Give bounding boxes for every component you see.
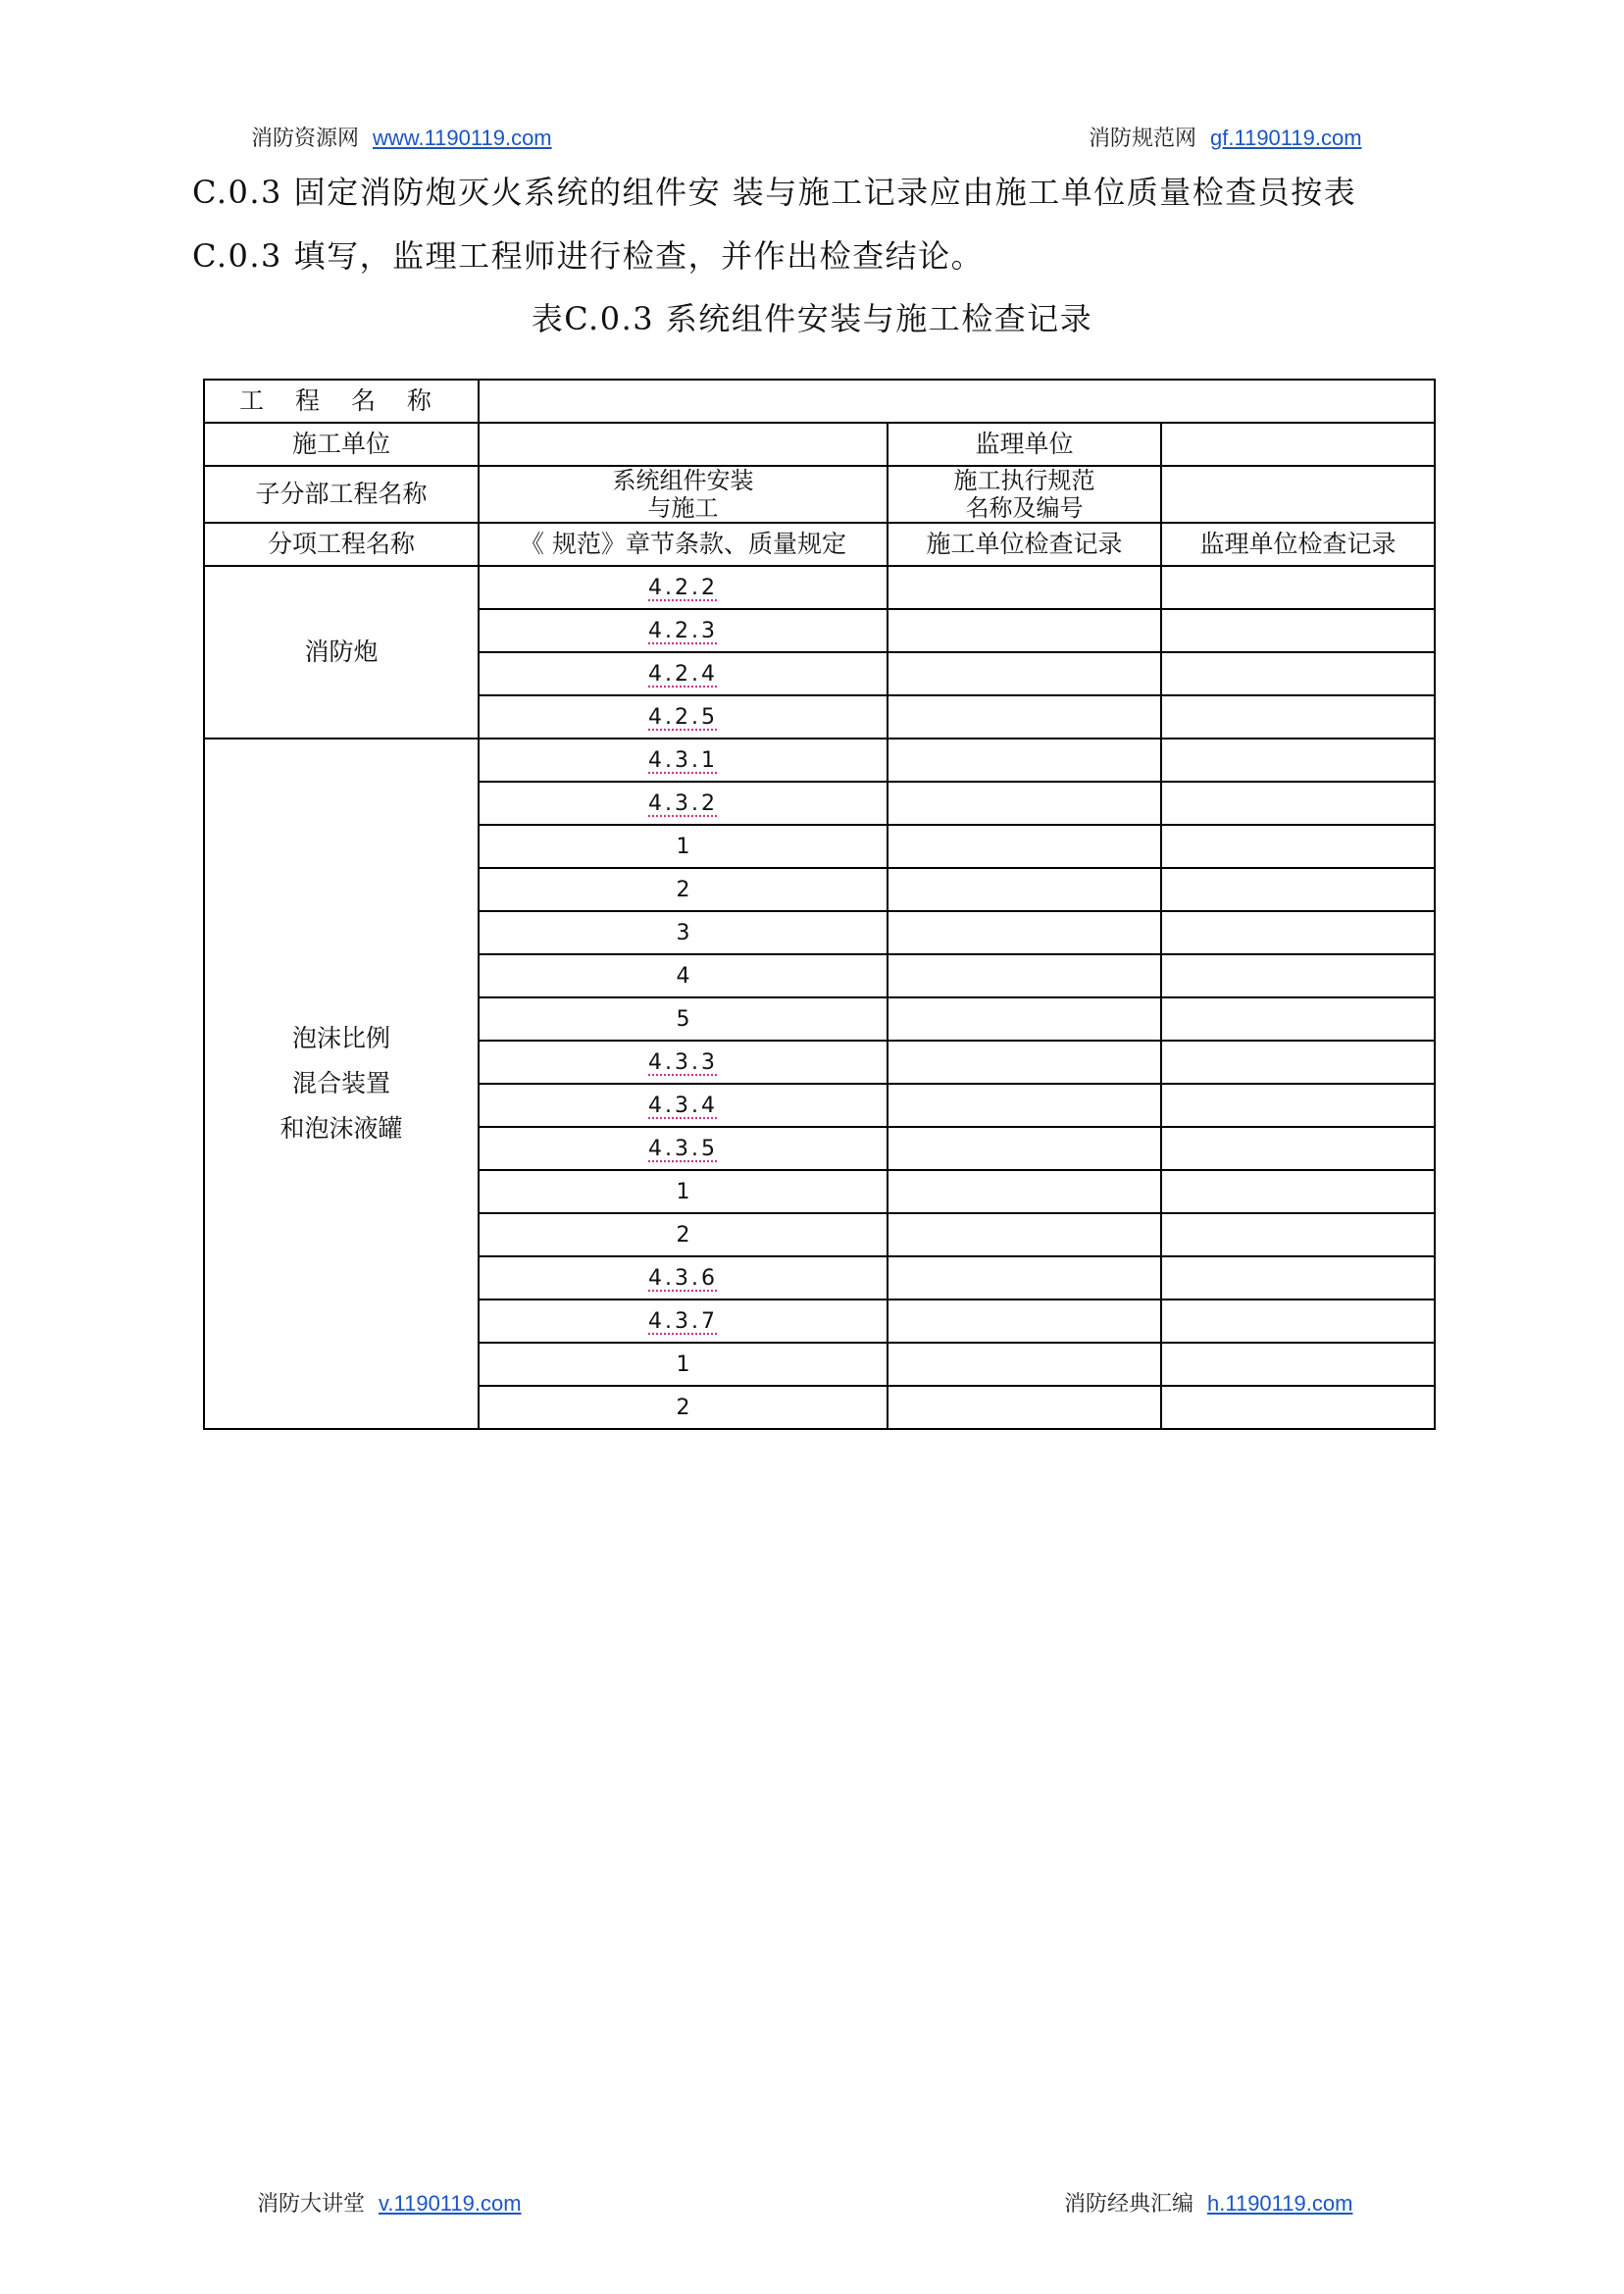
- clause-cell: [479, 782, 888, 825]
- clause-cell: [479, 1084, 888, 1127]
- clause-number: 4.2.5: [648, 705, 718, 730]
- contractor-record-cell: [888, 695, 1161, 739]
- clause-number: 5: [676, 1007, 690, 1032]
- table-header-row: [204, 523, 1435, 566]
- clause-cell: [479, 911, 888, 954]
- supervisor-record-cell: [1161, 1084, 1435, 1127]
- contractor-record-cell: [888, 868, 1161, 911]
- item-name-text: 混合装置: [291, 1069, 390, 1097]
- clause-number: 2: [676, 1223, 690, 1248]
- header-left: [251, 122, 552, 152]
- clause-cell: [479, 1213, 888, 1256]
- clause-number: 4.3.7: [648, 1309, 718, 1334]
- item-name-text: 消防炮: [304, 637, 379, 666]
- sub-division-value-line2: 与施工: [647, 494, 719, 522]
- supervisor-record-cell: [1161, 566, 1435, 609]
- sub-division-value-line1: 系统组件安装: [612, 467, 754, 494]
- standard-value: [1161, 466, 1435, 523]
- col-item-header: 分项工程名称: [204, 523, 479, 566]
- header-left-link[interactable]: www.1190119.com: [373, 126, 552, 150]
- contractor-record-cell: [888, 782, 1161, 825]
- clause-number: 4.3.6: [648, 1266, 718, 1291]
- clause-number: 4.2.4: [648, 662, 718, 687]
- footer-left-label: 消防大讲堂: [257, 2192, 366, 2217]
- supervisor-record-cell: [1161, 1343, 1435, 1386]
- contractor-record-cell: [888, 1343, 1161, 1386]
- supervisor-record-cell: [1161, 652, 1435, 695]
- project-name-value: [479, 380, 1435, 423]
- item-name-text: 泡沫比例: [291, 1024, 390, 1052]
- construction-unit-value: [479, 423, 888, 466]
- contractor-record-cell: [888, 652, 1161, 695]
- clause-cell: [479, 609, 888, 652]
- header-right: [1089, 122, 1362, 152]
- item-name-cell: [204, 566, 479, 739]
- clause-number: 4: [676, 964, 690, 989]
- contractor-record-cell: [888, 1084, 1161, 1127]
- supervisor-record-cell: [1161, 782, 1435, 825]
- supervisor-record-cell: [1161, 911, 1435, 954]
- contractor-record-cell: [888, 1300, 1161, 1343]
- col-clause-header: 《 规范》章节条款、质量规定: [479, 523, 888, 566]
- contractor-record-cell: [888, 1213, 1161, 1256]
- contractor-record-cell: [888, 1041, 1161, 1084]
- contractor-record-cell: [888, 566, 1161, 609]
- clause-cell: [479, 997, 888, 1041]
- clause-number: 4.2.2: [648, 576, 718, 600]
- contractor-record-cell: [888, 739, 1161, 782]
- contractor-record-cell: [888, 1127, 1161, 1170]
- clause-cell: [479, 825, 888, 868]
- clause-cell: [479, 1041, 888, 1084]
- clause-cell: [479, 954, 888, 997]
- construction-unit-label: 施工单位: [204, 423, 479, 466]
- clause-cell: [479, 1300, 888, 1343]
- contractor-record-cell: [888, 911, 1161, 954]
- contractor-record-cell: [888, 1386, 1161, 1429]
- clause-cell: [479, 1256, 888, 1300]
- supervisor-record-cell: [1161, 739, 1435, 782]
- clause-number: 3: [676, 921, 690, 945]
- supervisor-record-cell: [1161, 1170, 1435, 1213]
- clause-cell: [479, 1386, 888, 1429]
- header-right-label: 消防规范网: [1089, 127, 1197, 151]
- contractor-record-cell: [888, 1170, 1161, 1213]
- table-row: [204, 566, 1435, 609]
- clause-number: 4.3.3: [648, 1050, 718, 1075]
- supervisor-record-cell: [1161, 825, 1435, 868]
- clause-cell: [479, 1170, 888, 1213]
- sub-division-value: [479, 466, 888, 523]
- supervisor-record-cell: [1161, 954, 1435, 997]
- table-row: [204, 423, 1435, 466]
- contractor-record-cell: [888, 1256, 1161, 1300]
- supervisor-record-cell: [1161, 868, 1435, 911]
- clause-cell: [479, 652, 888, 695]
- supervision-unit-label: 监理单位: [888, 423, 1161, 466]
- paragraph-line-1: C.0.3 固定消防炮灭火系统的组件安 装与施工记录应由施工单位质量检查员按表: [192, 174, 1357, 211]
- footer-right-link[interactable]: h.1190119.com: [1207, 2191, 1353, 2216]
- supervisor-record-cell: [1161, 609, 1435, 652]
- col-supervisor-header: 监理单位检查记录: [1161, 523, 1435, 566]
- item-name-cell: [204, 739, 479, 1429]
- footer-left-link[interactable]: v.1190119.com: [379, 2191, 522, 2216]
- header-right-link[interactable]: gf.1190119.com: [1210, 126, 1362, 150]
- supervisor-record-cell: [1161, 1300, 1435, 1343]
- paragraph-line-2: C.0.3 填写，监理工程师进行检查，并作出检查结论。: [192, 237, 985, 275]
- supervisor-record-cell: [1161, 695, 1435, 739]
- contractor-record-cell: [888, 609, 1161, 652]
- clause-number: 4.3.1: [648, 748, 718, 773]
- supervision-unit-value: [1161, 423, 1435, 466]
- clause-cell: [479, 868, 888, 911]
- footer-right: [1064, 2187, 1352, 2218]
- clause-cell: [479, 1127, 888, 1170]
- footer-left: [257, 2187, 522, 2218]
- table-row: [204, 739, 1435, 782]
- contractor-record-cell: [888, 954, 1161, 997]
- table-row: [204, 466, 1435, 523]
- clause-number: 4.3.2: [648, 791, 718, 816]
- supervisor-record-cell: [1161, 1041, 1435, 1084]
- table-row: [204, 380, 1435, 423]
- standard-label: [888, 466, 1161, 523]
- clause-number: 2: [676, 878, 690, 902]
- item-name-text: 和泡沫液罐: [279, 1114, 403, 1143]
- supervisor-record-cell: [1161, 1213, 1435, 1256]
- project-name-label: 工 程 名 称: [204, 380, 479, 423]
- standard-label-line2: 名称及编号: [965, 494, 1084, 522]
- supervisor-record-cell: [1161, 1386, 1435, 1429]
- contractor-record-cell: [888, 825, 1161, 868]
- clause-cell: [479, 695, 888, 739]
- supervisor-record-cell: [1161, 997, 1435, 1041]
- header-left-label: 消防资源网: [251, 127, 360, 151]
- clause-number: 4.3.5: [648, 1137, 718, 1161]
- clause-number: 1: [676, 835, 690, 859]
- col-contractor-header: 施工单位检查记录: [888, 523, 1161, 566]
- inspection-record-table: [203, 379, 1436, 1430]
- contractor-record-cell: [888, 997, 1161, 1041]
- standard-label-line1: 施工执行规范: [953, 467, 1095, 494]
- clause-number: 2: [676, 1396, 690, 1420]
- clause-number: 1: [676, 1352, 690, 1377]
- clause-cell: [479, 1343, 888, 1386]
- footer-right-label: 消防经典汇编: [1064, 2192, 1194, 2217]
- supervisor-record-cell: [1161, 1127, 1435, 1170]
- clause-cell: [479, 566, 888, 609]
- table-caption: 表C.0.3 系统组件安装与施工检查记录: [531, 300, 1093, 337]
- clause-number: 1: [676, 1180, 690, 1204]
- clause-number: 4.3.4: [648, 1094, 718, 1118]
- clause-number: 4.2.3: [648, 619, 718, 643]
- clause-cell: [479, 739, 888, 782]
- sub-division-label: 子分部工程名称: [204, 466, 479, 523]
- supervisor-record-cell: [1161, 1256, 1435, 1300]
